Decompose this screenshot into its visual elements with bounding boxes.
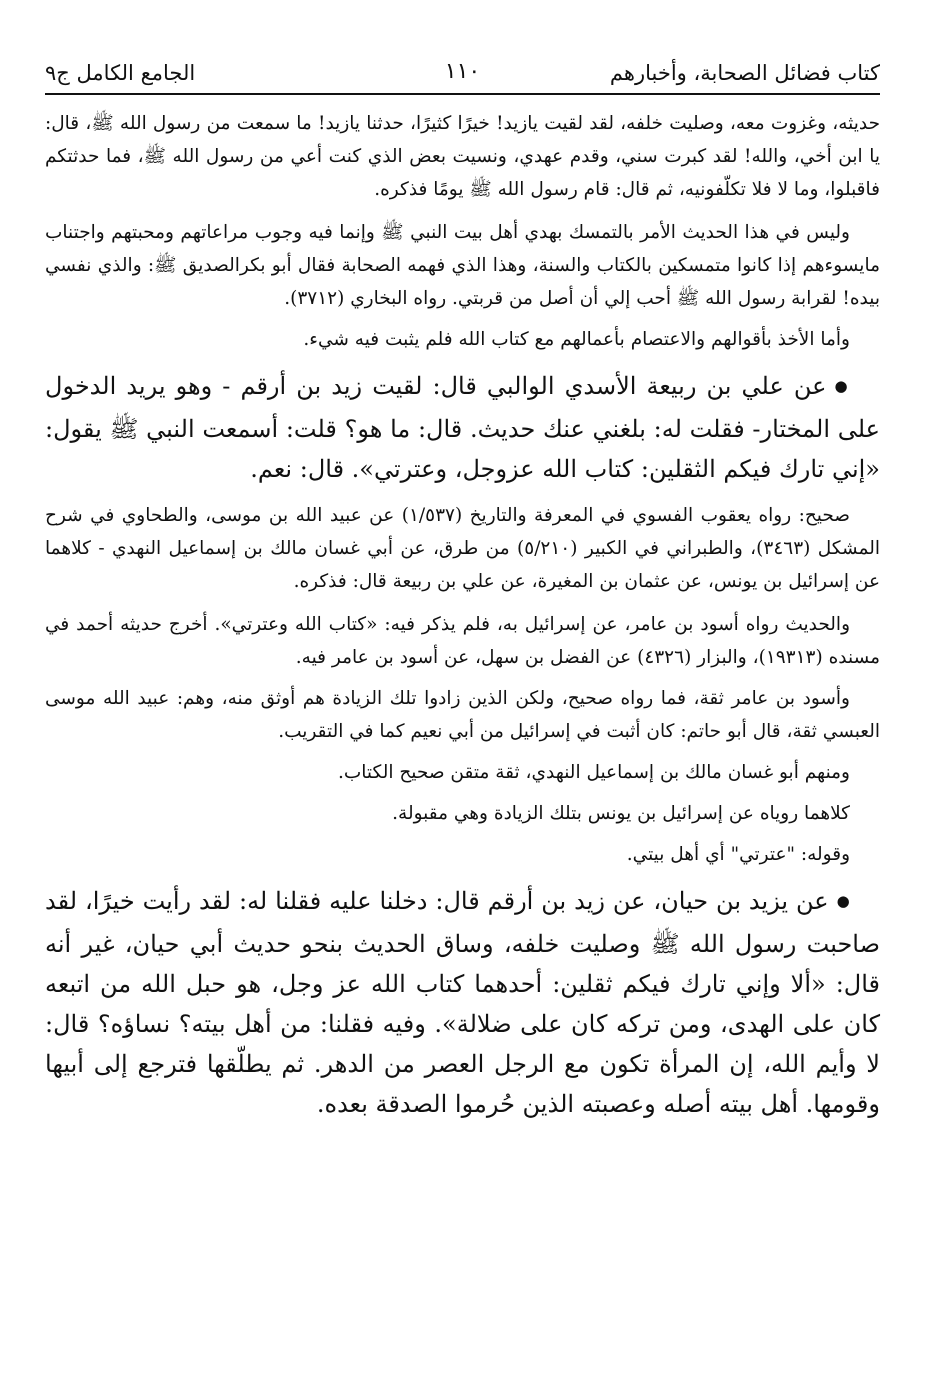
- paragraph-commentary-note: وأما الأخذ بأقوالهم والاعتصام بأعمالهم مع كتاب الله فلم يثبت فيه شيء.: [303, 329, 850, 350]
- paragraph-both-narrated: كلاهما روياه عن إسرائيل بن يونس بتلك الزيادة وهي مقبولة.: [392, 803, 850, 824]
- paragraph-abu-ghassan: ومنهم أبو غسان مالك بن إسماعيل النهدي، ثقة متقن صحيح الكتاب.: [337, 762, 850, 783]
- volume-title: الجامع الكامل ج٩: [45, 61, 196, 85]
- paragraph-itrati-meaning: وقوله: "عترتي" أي أهل بيتي.: [626, 844, 850, 865]
- page-header: [45, 55, 880, 95]
- book-title: كتاب فضائل الصحابة، وأخبارهم: [609, 61, 880, 85]
- paragraph-aswad-narration: والحديث رواه أسود بن عامر، عن إسرائيل به، فلم يذكر فيه: «كتاب الله وعترتي». أخرج حديثه أحمد في مسنده (١٩٣١٣)، والبزار (٤٣٢٦) عن الفضل بن سهل، عن أسود بن عامر فيه.: [45, 614, 880, 668]
- paragraph-hadith-continuation: حديثه، وغزوت معه، وصليت خلفه، لقد لقيت يازيد! خيرًا كثيرًا، حدثنا يازيد! ما سمعت من رسول الله ﷺ، قال: يا ابن أخي، والله! لقد كبرت سني، وقدم عهدي، ونسيت بعض الذي كنت أعي من رسول الله ﷺ، فما حدثتكم فاقبلوا، وما لا فلا تكلّفونيه، ثم قال: قام رسول الله ﷺ يومًا فذكره.: [45, 113, 881, 200]
- hadith-text: عن علي بن ربيعة الأسدي الوالبي قال: لقيت زيد بن أرقم - وهو يريد الدخول على المختار- فقلت له: بلغني عنك حديث. قال: ما هو؟ قلت: أسمعت النبي ﷺ يقول: «إني تارك فيكم الثقلين: كتاب الله عزوجل، وعترتي». قال: نعم.: [45, 372, 880, 483]
- document-page: [45, 55, 880, 1355]
- paragraph-takhrij: صحيح: رواه يعقوب الفسوي في المعرفة والتاريخ (١/٥٣٧) عن عبيد الله بن موسى، والطحاوي في شرح المشكل (٣٤٦٣)، والطبراني في الكبير (٥/٢١٠) من طرق، عن أبي غسان مالك بن إسماعيل النهدي - كلاهما عن إسرائيل بن يونس، عن عثمان بن المغيرة، عن علي بن ربيعة قال: فذكره.: [45, 505, 880, 592]
- hadith-text: عن يزيد بن حيان، عن زيد بن أرقم قال: دخلنا عليه فقلنا له: لقد رأيت خيرًا، لقد صاحبت رسول الله ﷺ وصليت خلفه، وساق الحديث بنحو حديث أبي حيان، غير أنه قال: «ألا وإني تارك فيكم ثقلين: أحدهما كتاب الله عز وجل، هو حبل الله من اتبعه كان على الهدى، ومن تركه كان على ضلالة». وفيه فقلنا: من أهل بيته؟ نساؤه؟ قال: لا وأيم الله، إن المرأة تكون مع الرجل العصر من الدهر. ثم يطلّقها فترجع إلى أبيها وقومها. أهل بيته أصله وعصبته الذين حُرموا الصدقة بعده.: [45, 887, 881, 1118]
- page-number: ١١٠: [444, 59, 481, 84]
- paragraph-hadith-ali-ibn-rabia: [45, 366, 880, 489]
- paragraph-commentary: وليس في هذا الحديث الأمر بالتمسك بهدي أهل بيت النبي ﷺ وإنما فيه وجوب مراعاتهم ومحبتهم واجتناب مايسوءهم إذا كانوا متمسكين بالكتاب والسنة، وهذا الذي فهمه الصحابة فقال أبو بكرالصديق ﷺ: والذي نفسي بيده! لقرابة رسول الله ﷺ أحب إلي أن أصل من قربتي. رواه البخاري (٣٧١٢).: [45, 222, 880, 309]
- paragraph-aswad-grading: وأسود بن عامر ثقة، فما رواه صحيح، ولكن الذين زادوا تلك الزيادة هم أوثق منه، وهم: عبيد الله موسى العبسي ثقة، قال أبو حاتم: كان أثبت في إسرائيل من أبي نعيم كما في التقريب.: [45, 688, 880, 742]
- paragraph-hadith-yazid-ibn-hayyan: [45, 881, 880, 1124]
